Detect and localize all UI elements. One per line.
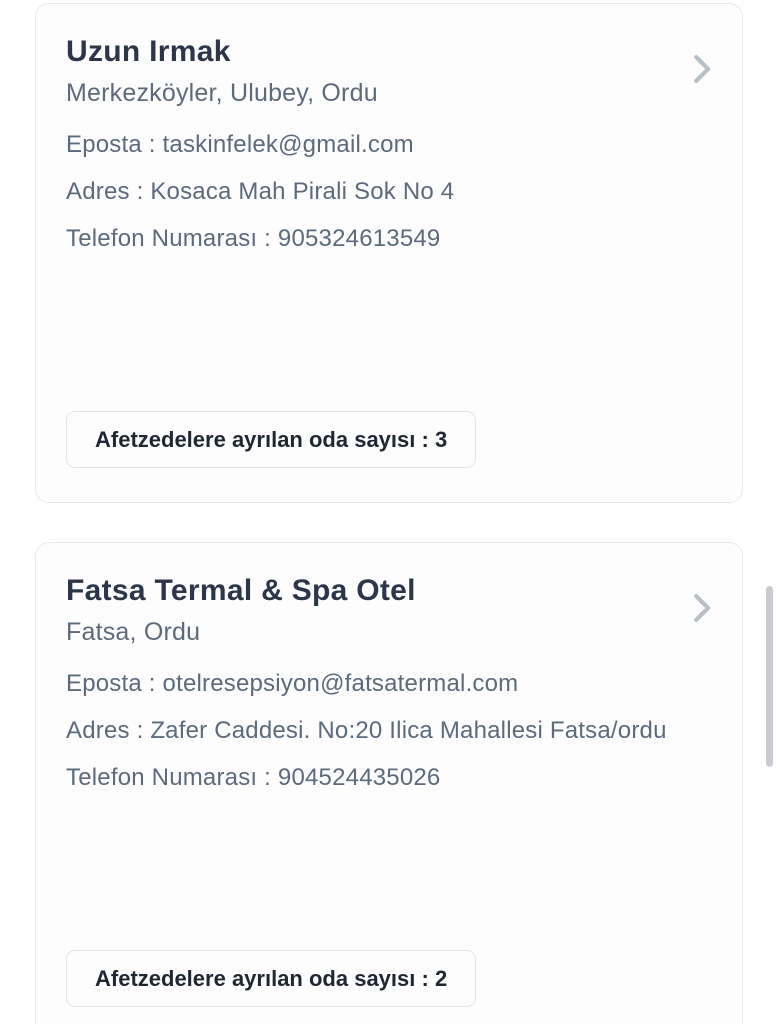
- hotel-phone: [66, 763, 712, 793]
- hotel-phone-value: 904524435026: [277, 764, 441, 791]
- hotel-list-page: [0, 3, 778, 1024]
- hotel-address-label: Adres :: [66, 178, 144, 205]
- hotel-address: [66, 716, 712, 746]
- hotel-phone-value: 905324613549: [277, 225, 441, 252]
- hotel-email: [66, 130, 712, 160]
- hotel-name: Fatsa Termal & Spa Otel: [66, 574, 416, 607]
- hotel-address: [66, 177, 712, 207]
- chevron-right-icon[interactable]: [682, 50, 720, 88]
- hotel-address-label: Adres :: [66, 717, 144, 744]
- allocated-rooms-count: 3: [434, 427, 448, 452]
- hotel-name: Uzun Irmak: [66, 35, 231, 68]
- chevron-right-icon[interactable]: [682, 589, 720, 627]
- hotel-email-value: taskinfelek@gmail.com: [162, 131, 414, 158]
- hotel-location: Fatsa, Ordu: [66, 618, 201, 646]
- hotel-address-value: Zafer Caddesi. No:20 Ilica Mahallesi Fatsa/ordu: [150, 717, 667, 744]
- hotel-phone-label: Telefon Numarası :: [66, 764, 272, 791]
- hotel-card[interactable]: [35, 3, 743, 503]
- hotel-email-label: Eposta :: [66, 131, 156, 158]
- hotel-location: Merkezköyler, Ulubey, Ordu: [66, 79, 378, 107]
- allocated-rooms-badge: [66, 411, 476, 468]
- hotel-phone-label: Telefon Numarası :: [66, 225, 272, 252]
- scrollbar-thumb[interactable]: [766, 586, 773, 767]
- hotel-phone: [66, 224, 712, 254]
- hotel-card[interactable]: [35, 542, 743, 1024]
- allocated-rooms-badge: [66, 950, 476, 1007]
- hotel-address-value: Kosaca Mah Pirali Sok No 4: [150, 178, 455, 205]
- hotel-email: [66, 669, 712, 699]
- allocated-rooms-label: Afetzedelere ayrılan oda sayısı :: [95, 427, 429, 452]
- hotel-email-value: otelresepsiyon@fatsatermal.com: [162, 670, 519, 697]
- allocated-rooms-count: 2: [434, 966, 448, 991]
- hotel-email-label: Eposta :: [66, 670, 156, 697]
- allocated-rooms-label: Afetzedelere ayrılan oda sayısı :: [95, 966, 429, 991]
